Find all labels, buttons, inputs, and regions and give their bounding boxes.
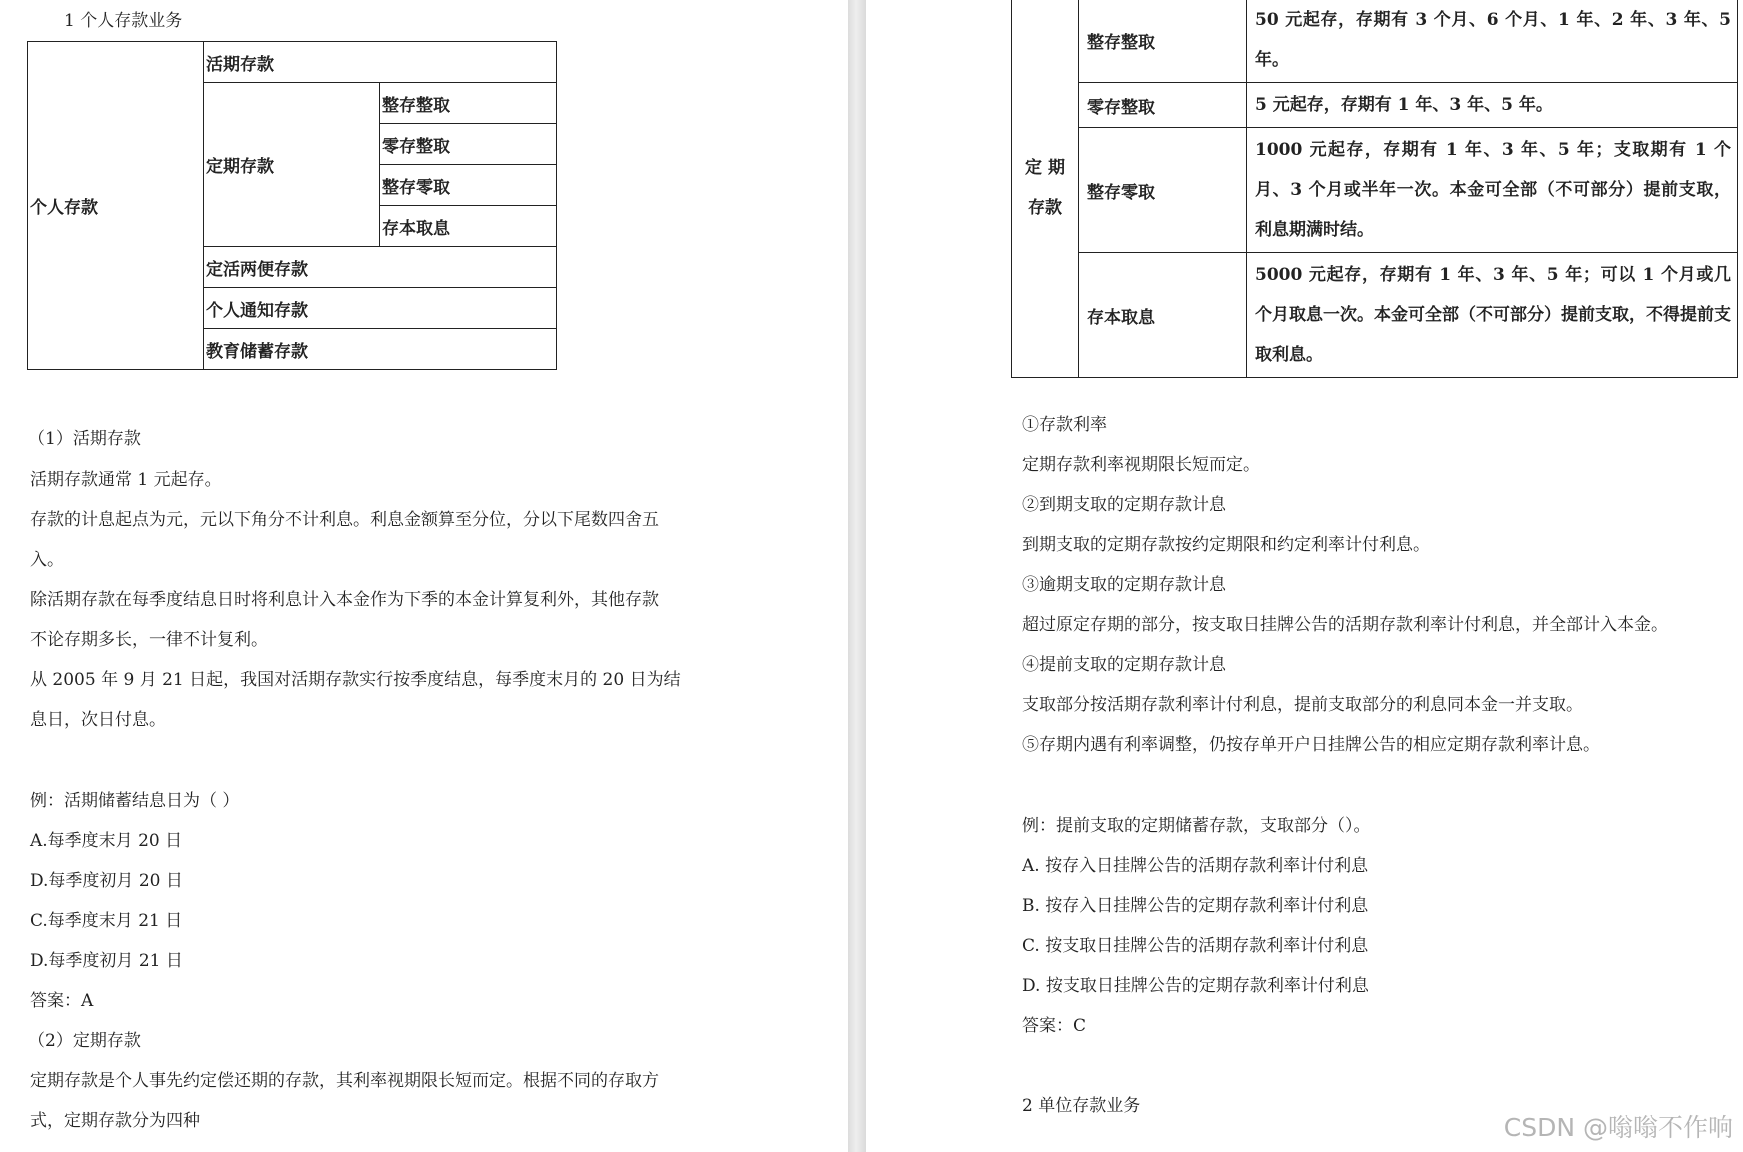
cell-notice: 个人通知存款 <box>204 288 557 329</box>
cell-type-desc: 5000 元起存，存期有 1 年、3 年、5 年；可以 1 个月或几个月取息一次。本金可全部（不可部分）提前支取，不得提前支取利息。 <box>1247 253 1738 378</box>
cell-fixed-type: 整存整取 <box>380 83 557 124</box>
cell-fixed-type: 整存零取 <box>380 165 557 206</box>
example-question: 例：活期储蓄结息日为（ ） <box>30 791 240 811</box>
body-line: ④提前支取的定期存款计息 <box>1022 655 1226 675</box>
cell-flexible: 定活两便存款 <box>204 247 557 288</box>
body-line: 到期支取的定期存款按约定期限和约定利率计付利息。 <box>1022 535 1430 555</box>
cell-type-name: 整存零取 <box>1079 128 1247 253</box>
example-option: C.每季度末月 21 日 <box>30 911 183 931</box>
body-line: 不论存期多长，一律不计复利。 <box>30 630 268 650</box>
watermark: CSDN @嗡嗡不作响 <box>1503 1113 1733 1142</box>
next-section-title: 2 单位存款业务 <box>1022 1096 1141 1116</box>
cell-type-desc: 5 元起存，存期有 1 年、3 年、5 年。 <box>1247 83 1738 128</box>
cell-type-name: 零存整取 <box>1079 83 1247 128</box>
example-answer: 答案：A <box>30 991 94 1011</box>
fixed-deposit-table <box>1011 0 1738 378</box>
demand-heading: （1）活期存款 <box>28 429 141 449</box>
body-line: 定期存款利率视期限长短而定。 <box>1022 455 1260 475</box>
body-line: 活期存款通常 1 元起存。 <box>30 470 222 490</box>
body-line: ③逾期支取的定期存款计息 <box>1022 575 1226 595</box>
section-title: 1 个人存款业务 <box>64 11 183 31</box>
body-line: ①存款利率 <box>1022 415 1107 435</box>
cell-fixed: 定期存款 <box>204 83 380 247</box>
example-option: D.每季度初月 20 日 <box>30 871 183 891</box>
example-option: D.每季度初月 21 日 <box>30 951 183 971</box>
cell-fixed-type: 存本取息 <box>380 206 557 247</box>
left-page <box>0 0 848 1152</box>
cell-type-name: 整存整取 <box>1079 0 1247 83</box>
page-gutter <box>848 0 866 1152</box>
example-option: B. 按存入日挂牌公告的定期存款利率计付利息 <box>1022 896 1369 916</box>
body-line: 定期存款是个人事先约定偿还期的存款，其利率视期限长短而定。根据不同的存取方 <box>30 1071 659 1091</box>
body-line: 超过原定存期的部分，按支取日挂牌公告的活期存款利率计付利息，并全部计入本金。 <box>1022 615 1668 635</box>
body-line: 从 2005 年 9 月 21 日起，我国对活期存款实行按季度结息，每季度末月的 20 日为结 <box>30 670 681 690</box>
cell-type-name: 存本取息 <box>1079 253 1247 378</box>
right-page <box>866 0 1743 1152</box>
example-answer: 答案：C <box>1022 1016 1087 1036</box>
fixed-heading: （2）定期存款 <box>28 1031 141 1051</box>
body-line: ⑤存期内遇有利率调整，仍按存单开户日挂牌公告的相应定期存款利率计息。 <box>1022 735 1600 755</box>
example-option: A. 按存入日挂牌公告的活期存款利率计付利息 <box>1022 856 1369 876</box>
body-line: 息日，次日付息。 <box>30 710 166 730</box>
body-line: ②到期支取的定期存款计息 <box>1022 495 1226 515</box>
example-option: D. 按支取日挂牌公告的定期存款利率计付利息 <box>1022 976 1369 996</box>
body-line: 存款的计息起点为元，元以下角分不计利息。利息金额算至分位，分以下尾数四舍五 <box>30 510 659 530</box>
body-line: 支取部分按活期存款利率计付利息，提前支取部分的利息同本金一并支取。 <box>1022 695 1583 715</box>
cell-fixed-type: 零存整取 <box>380 124 557 165</box>
cell-category: 定 期 存款 <box>1012 0 1079 378</box>
cell-type-desc: 50 元起存，存期有 3 个月、6 个月、1 年、2 年、3 年、5 年。 <box>1247 0 1738 83</box>
example-option: C. 按支取日挂牌公告的活期存款利率计付利息 <box>1022 936 1369 956</box>
body-line: 除活期存款在每季度结息日时将利息计入本金作为下季的本金计算复利外，其他存款 <box>30 590 659 610</box>
cell-type-desc: 1000 元起存，存期有 1 年、3 年、5 年；支取期有 1 个月、3 个月或半年一次。本金可全部（不可部分）提前支取，利息期满时结。 <box>1247 128 1738 253</box>
cell-demand: 活期存款 <box>204 42 557 83</box>
deposit-structure-table <box>27 41 557 370</box>
example-question: 例：提前支取的定期储蓄存款，支取部分（）。 <box>1022 816 1371 836</box>
example-option: A.每季度末月 20 日 <box>30 831 183 851</box>
cell-education: 教育储蓄存款 <box>204 329 557 370</box>
body-line: 式，定期存款分为四种 <box>30 1111 200 1131</box>
cell-root: 个人存款 <box>28 42 204 370</box>
body-line: 入。 <box>30 550 64 570</box>
